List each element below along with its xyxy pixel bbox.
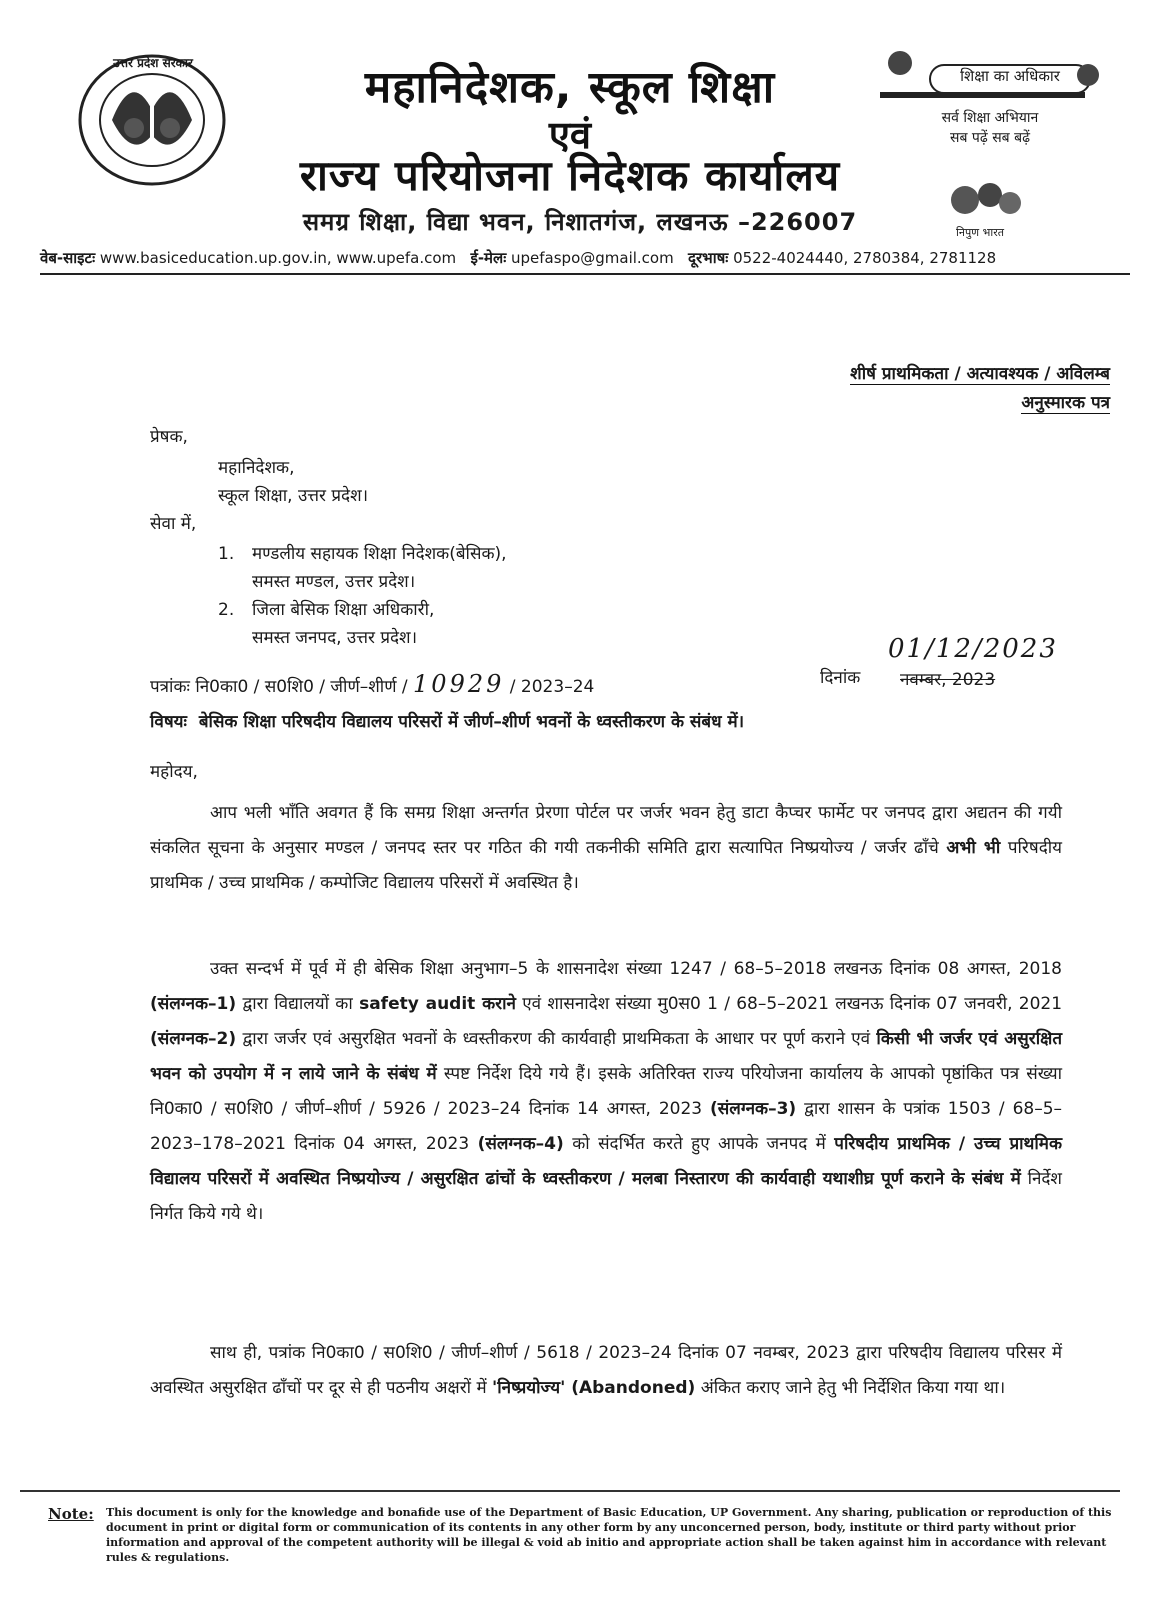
p2-j: (संलग्नक–3) [710, 1099, 797, 1119]
right-logo-sub1: सर्व शिक्षा अभियान [941, 110, 1039, 126]
note-label: Note: [48, 1505, 94, 1523]
paragraph-3 [150, 1336, 1062, 1406]
priority-line1: शीर्ष प्राथमिकता / अत्यावश्यक / अविलम्ब [850, 364, 1110, 384]
handwritten-date: 01/12/2023 [888, 634, 1058, 664]
up-government-emblem [72, 50, 232, 190]
header-title-line3: राज्य परियोजना निदेशक कार्यालय [299, 151, 841, 200]
website-label: वेब-साइटः [40, 249, 96, 267]
p2-b: (संलग्नक–1) [150, 994, 237, 1014]
p2-i: स्पष्ट निर्देश दिये गये हैं। इसके अतिरिक्त राज्य परियोजना कार्यालय के आपको पृष्ठांकित पत्र संख्या नि0का0 / स0शि0 / जीर्ण–शीर्ण / 5926 / 2023–24 दिनांक 14 अगस्त, 2023 [150, 1064, 1062, 1119]
ref-handwritten-number: 10929 [413, 670, 505, 698]
phone-label: दूरभाषः [688, 249, 729, 267]
recipients-label: सेवा में, [150, 514, 197, 534]
p1-text: आप भली भाँति अवगत हैं कि समग्र शिक्षा अन्तर्गत प्रेरणा पोर्टल पर जर्जर भवन हेतु डाटा कैप्चर फार्मेट पर जनपद द्वारा अद्यतन की गयी संकलित सूचना के अनुसार मण्डल / जनपद स्तर पर गठित की गयी तकनीकी समिति द्वारा सत्यापित निष्प्रयोज्य / जर्जर ढाँचे [150, 803, 1062, 858]
header-address: समग्र शिक्षा, विद्या भवन, निशातगंज, लखनऊ –226007 [302, 208, 858, 236]
p2-n: परिषदीय प्राथमिक / उच्च प्राथमिक विद्यालय परिसरों में अवस्थित निष्प्रयोज्य / असुरक्षित ढांचों के ध्वस्तीकरण / मलबा निस्तारण की कार्यवाही यथाशीघ्र पूर्ण कराने के संबंध में [150, 1134, 1063, 1189]
p2-g: द्वारा जर्जर एवं असुरक्षित भवनों के ध्वस्तीकरण की कार्यवाही प्राथमिकता के आधार पर पूर्ण कराने एवं [242, 1029, 871, 1049]
priority-block [850, 360, 1110, 418]
p2-l: (संलग्नक–4) [477, 1134, 564, 1154]
emblem-text: उत्तर प्रदेश सरकार [113, 56, 193, 70]
website-value: www.basiceducation.up.gov.in, www.upefa.com [99, 249, 457, 267]
recipient-2-line1: जिला बेसिक शिक्षा अधिकारी, [252, 600, 435, 620]
right-logo-sub2: सब पढ़ें सब बढ़ें [950, 130, 1030, 146]
contact-line [40, 248, 1140, 268]
recipient-2-num: 2. [218, 600, 235, 620]
p2-e: एवं शासनादेश संख्या मु0स0 1 / 68–5–2021 लखनऊ दिनांक 07 जनवरी, 2021 [522, 994, 1063, 1014]
sender-line1: महानिदेशक, [218, 458, 295, 478]
p2-d: safety audit कराने [359, 994, 516, 1014]
email-value: upefaspo@gmail.com [511, 249, 674, 267]
subject-line [150, 710, 744, 736]
paragraph-2 [150, 952, 1062, 1232]
p2-a: उक्त सन्दर्भ में पूर्व में ही बेसिक शिक्षा अनुभाग–5 के शासनादेश संख्या 1247 / 68–5–2018 लखनऊ दिनांक 08 अगस्त, 2018 [210, 959, 1062, 979]
subject-text: बेसिक शिक्षा परिषदीय विद्यालय परिसरों में जीर्ण–शीर्ण भवनों के ध्वस्तीकरण के संबंध में। [198, 712, 745, 732]
p2-c: द्वारा विद्यालयों का [242, 994, 353, 1014]
recipient-1-line1: मण्डलीय सहायक शिक्षा निदेशक(बेसिक), [252, 544, 507, 564]
phone-value: 0522-4024440, 2780384, 2781128 [733, 249, 997, 267]
p2-m: को संदर्भित करते हुए आपके जनपद में [572, 1134, 826, 1154]
p2-k: द्वारा शासन के पत्रांक 1503 / 68–5–2023–178–2021 दिनांक 04 अगस्त, 2023 [150, 1099, 1063, 1154]
salutation: महोदय, [150, 762, 198, 782]
ref-suffix: / 2023–24 [509, 677, 595, 697]
p2-h: किसी भी जर्जर एवं असुरक्षित भवन को उपयोग में न लाये जाने के संबंध में [150, 1029, 1063, 1084]
header-divider [40, 273, 1130, 275]
paragraph-1 [150, 796, 1062, 901]
subject-label: विषयः [150, 712, 187, 732]
header-title-line1: महानिदेशक, स्कूल शिक्षा [364, 62, 776, 113]
header-title-line2: एवं [548, 113, 592, 157]
sender-line2: स्कूल शिक्षा, उत्तर प्रदेश। [218, 486, 369, 506]
p3-c: अंकित कराए जाने हेतु भी निर्देशित किया गया था। [700, 1378, 1006, 1398]
ref-prefix: नि0का0 / स0शि0 / जीर्ण–शीर्ण / [195, 677, 408, 697]
nipun-bharat-label: निपुण भारत [955, 226, 1004, 239]
date-label: दिनांक [820, 668, 861, 688]
p1-end: परिषदीय प्राथमिक / उच्च प्राथमिक / कम्पोजिट विद्यालय परिसरों में अवस्थित है। [150, 838, 1062, 893]
p1-bold: अभी भी [946, 838, 1001, 858]
struck-date: नवम्बर, 2023 [900, 670, 996, 690]
right-logo-title: शिक्षा का अधिकार [960, 67, 1060, 85]
footer-divider [20, 1490, 1120, 1492]
recipient-1-num: 1. [218, 544, 235, 564]
p3-b: 'निष्प्रयोज्य' (Abandoned) [492, 1378, 696, 1398]
p2-o: निर्देश निर्गत किये गये थे। [150, 1169, 1062, 1224]
p2-f: (संलग्नक–2) [150, 1029, 237, 1049]
sender-label: प्रेषक, [150, 427, 188, 447]
recipient-2-line2: समस्त जनपद, उत्तर प्रदेश। [252, 628, 418, 648]
email-label: ई-मेलः [470, 249, 507, 267]
p3-a: साथ ही, पत्रांक नि0का0 / स0शि0 / जीर्ण–शीर्ण / 5618 / 2023–24 दिनांक 07 नवम्बर, 2023 द्वारा परिषदीय विद्यालय परिसर में अवस्थित असुरक्षित ढाँचों पर दूर से ही पठनीय अक्षरों में [150, 1343, 1062, 1398]
recipient-1-line2: समस्त मण्डल, उत्तर प्रदेश। [252, 572, 416, 592]
ref-label: पत्रांकः [150, 677, 190, 697]
priority-line2: अनुस्मारक पत्र [1021, 392, 1110, 413]
note-text: This document is only for the knowledge and bonafide use of the Department of Basic Education, UP Government. Any sharing, publication or reproduction of this document in print or digital form or communication of its contents in any other form by any unconcerned person, body, institute or third party without prior information and approval of the competent authority will be illegal & void ab initio and appropriate action shall be taken against him in accordance with relevant rules & regulations. [106, 1506, 1112, 1564]
reference-line [150, 666, 594, 702]
